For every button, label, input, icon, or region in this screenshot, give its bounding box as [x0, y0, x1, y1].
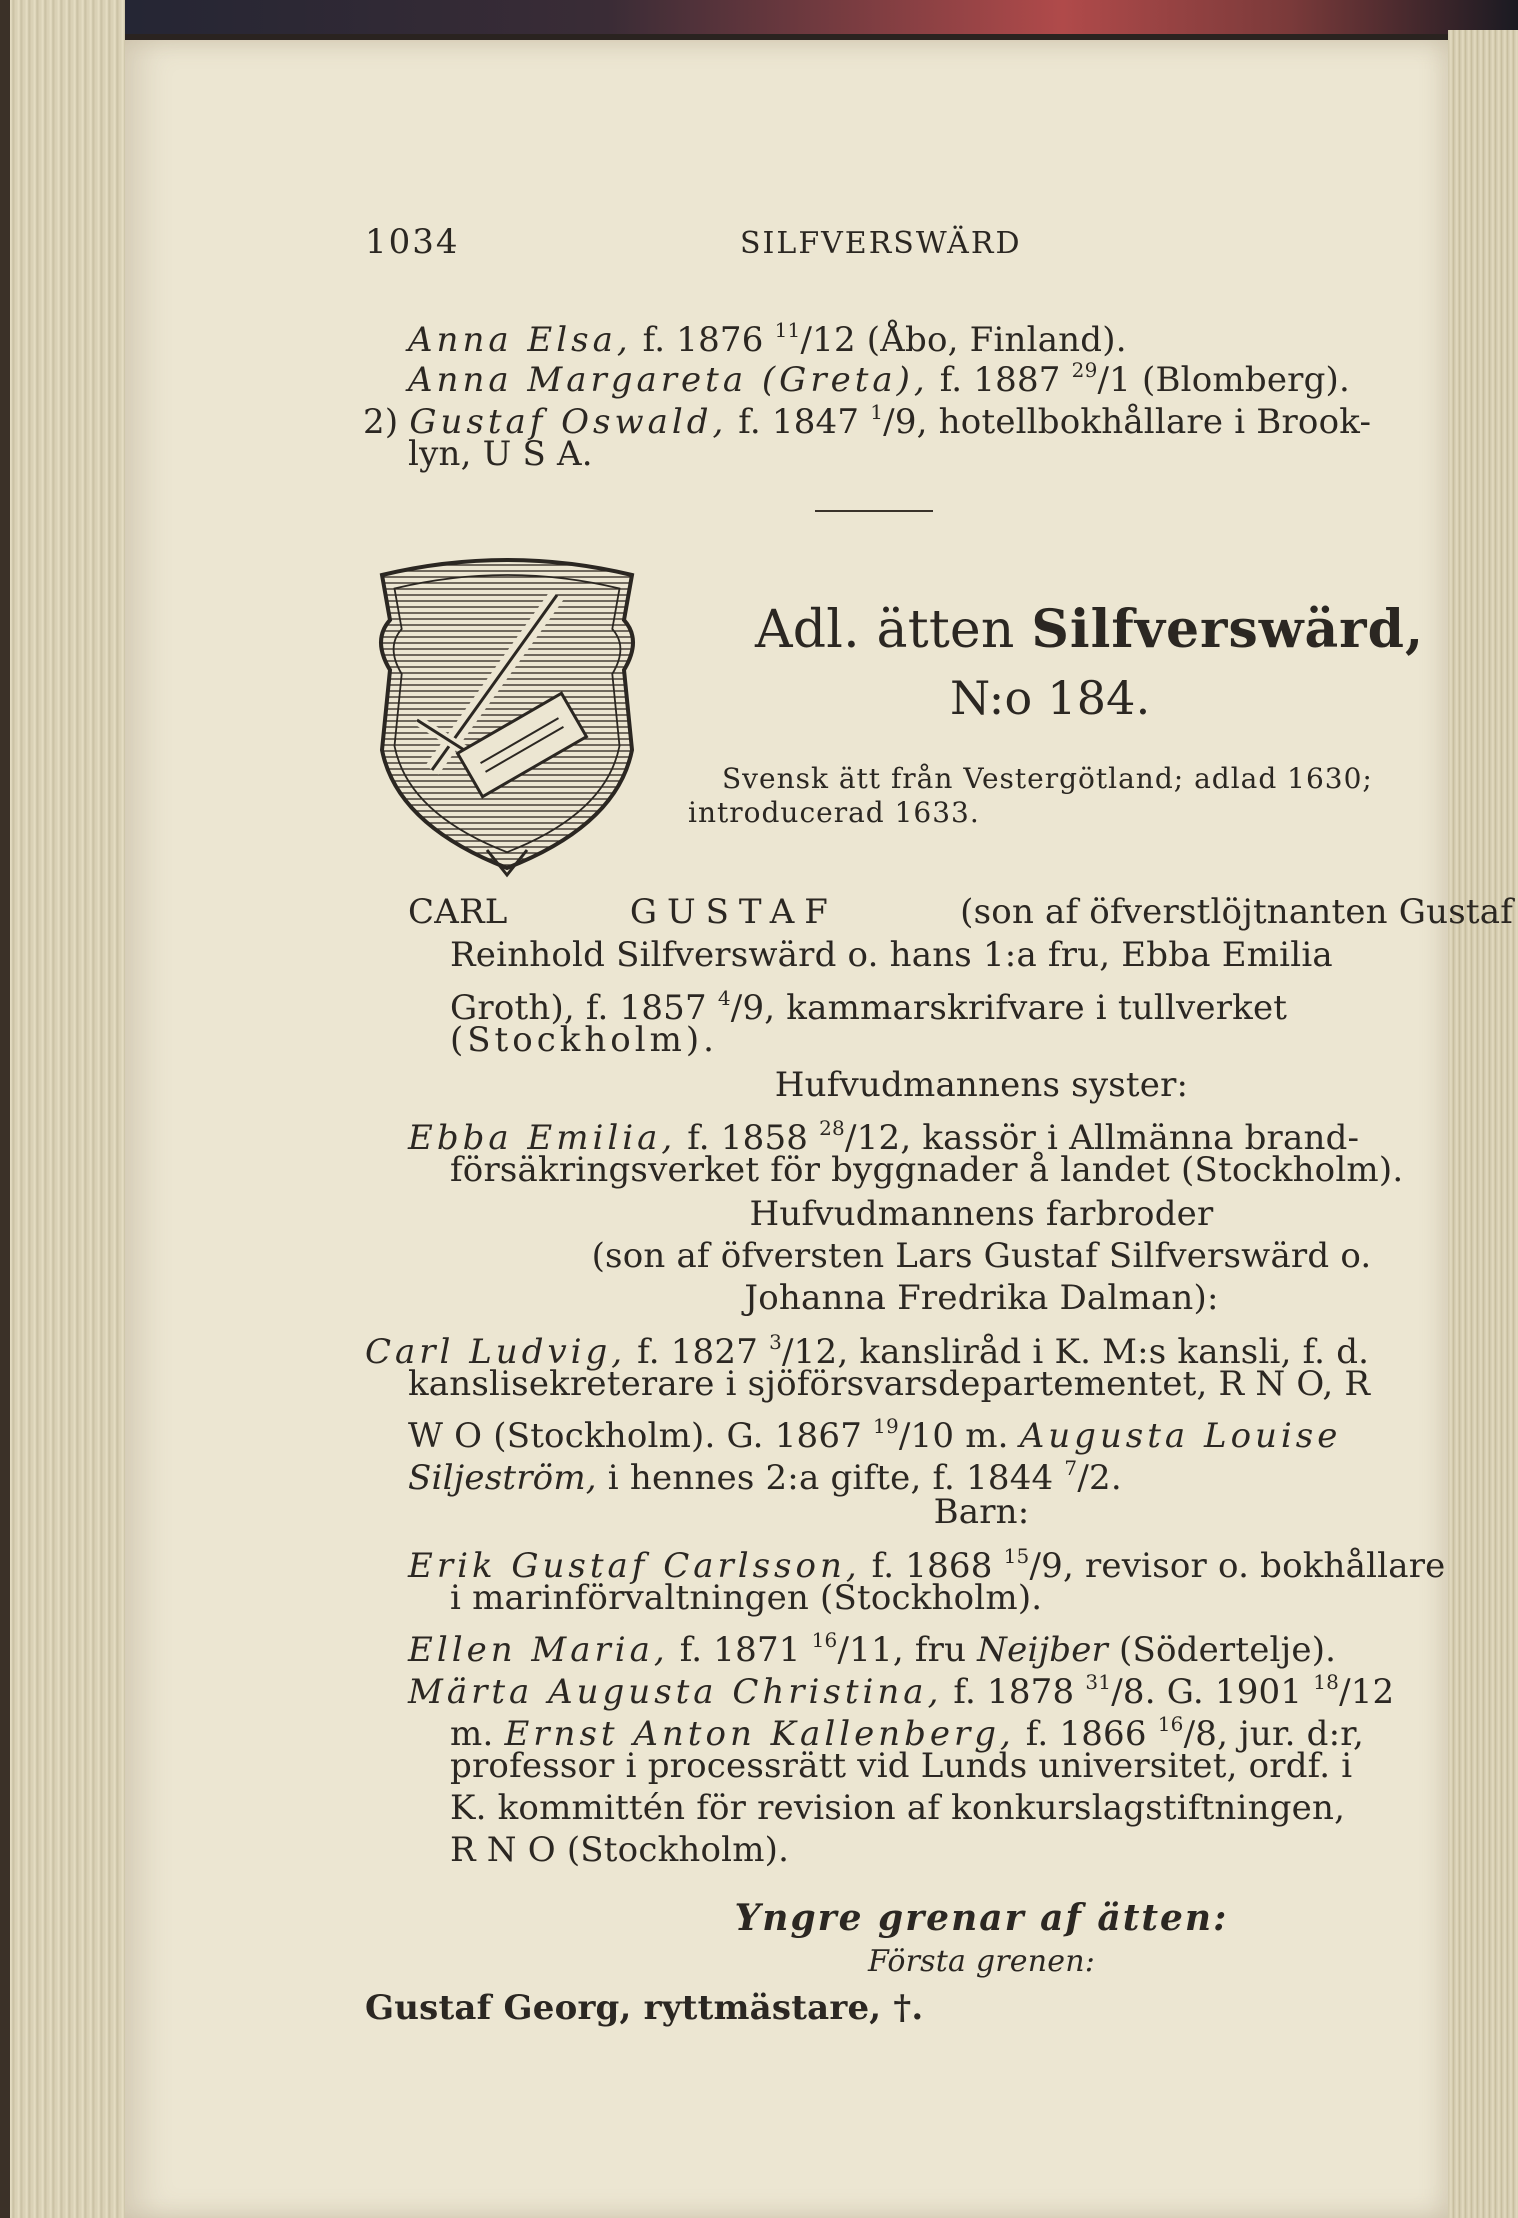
- entry-anna-elsa: Anna Elsa, f. 1876 $^{11}$/12 (Åbo, Finland).: [408, 318, 1127, 360]
- heading-yngre-grenar: Yngre grenar af ätten:: [734, 1897, 1229, 1939]
- entry-ellen-maria: Ellen Maria, f. 1871 $^{16}$/11, fru Neijber (Södertelje).: [408, 1628, 1337, 1670]
- page-stack-left: [0, 0, 125, 2218]
- heading-forsta-grenen: Första grenen:: [867, 1944, 1096, 1979]
- coat-of-arms-icon: [362, 550, 652, 880]
- entry-anna-margareta: Anna Margareta (Greta), f. 1887 $^{29}$/1 (Blomberg).: [408, 358, 1351, 400]
- section-divider: [815, 510, 933, 512]
- heading-farbroder-parents: (son af öfversten Lars Gustaf Silfverswärd o.: [591, 1236, 1372, 1276]
- heading-barn: Barn:: [933, 1492, 1030, 1532]
- entry-erik-gustaf: Erik Gustaf Carlsson, f. 1868 $^{15}$/9, revisor o. bokhållare: [408, 1544, 1446, 1586]
- body-line-9: W O (Stockholm). G. 1867 $^{19}$/10 m. Augusta Louise: [408, 1414, 1342, 1456]
- body-line-8: kanslisekreterare i sjöförsvarsdepartementet, R N O, R: [408, 1364, 1371, 1404]
- body-line-4: (Stockholm).: [450, 1020, 718, 1060]
- family-title: Adl. ätten Silfverswärd,: [755, 599, 1425, 660]
- body-line-2: Reinhold Silfverswärd o. hans 1:a fru, Ebba Emilia: [450, 935, 1333, 975]
- body-line-12: i marinförvaltningen (Stockholm).: [450, 1578, 1043, 1618]
- body-line-3: Groth), f. 1857 $^4$/9, kammarskrifvare i tullverket: [450, 986, 1288, 1028]
- entry-carl-ludvig: Carl Ludvig, f. 1827 $^3$/12, kansliråd i K. M:s kansli, f. d.: [365, 1330, 1370, 1372]
- page-stack-right: [1448, 30, 1518, 2218]
- body-line-10: Siljeström, i hennes 2:a gifte, f. 1844 $^7$/2.: [408, 1456, 1122, 1498]
- book-spine: [0, 0, 10, 2218]
- page-number: 1034: [365, 222, 460, 262]
- body-line-6: försäkringsverket för byggnader å landet (Stockholm).: [450, 1150, 1404, 1190]
- body-line-15: m. Ernst Anton Kallenberg, f. 1866 $^{16}$/8, jur. d:r,: [450, 1712, 1365, 1754]
- body-line-16: professor i processrätt vid Lunds universitet, ordf. i: [450, 1746, 1353, 1786]
- heading-syster: Hufvudmannens syster:: [774, 1065, 1189, 1105]
- body-line-18: R N O (Stockholm).: [450, 1830, 790, 1870]
- body-line-1: CARL GUSTAF (son af öfverstlöjtnanten Gustaf: [408, 892, 1513, 932]
- book-cover-edge: [0, 0, 1518, 34]
- family-number: N:o 184.: [950, 671, 1151, 725]
- entry-marta-augusta: Märta Augusta Christina, f. 1878 $^{31}$/8. G. 1901 $^{18}$/12: [408, 1670, 1395, 1712]
- heading-farbroder-mother: Johanna Fredrika Dalman):: [744, 1278, 1219, 1318]
- entry-gustaf-oswald: 2) Gustaf Oswald, f. 1847 $^1$/9, hotellbokhållare i Brook-: [363, 400, 1372, 442]
- family-origin: Svensk ätt från Vestergötland; adlad 1630;: [722, 762, 1373, 795]
- family-introduced: introducerad 1633.: [688, 796, 980, 829]
- book-page: [125, 40, 1513, 2218]
- entry-gustaf-georg: Gustaf Georg, ryttmästare, †.: [365, 1988, 924, 2028]
- running-head: SILFVERSWÄRD: [740, 226, 1022, 261]
- entry-ebba-emilia: Ebba Emilia, f. 1858 $^{28}$/12, kassör i Allmänna brand-: [408, 1116, 1360, 1158]
- entry-continuation: lyn, U S A.: [408, 434, 593, 474]
- body-line-17: K. kommittén för revision af konkurslagstiftningen,: [450, 1788, 1346, 1828]
- heading-farbroder: Hufvudmannens farbroder: [749, 1194, 1214, 1234]
